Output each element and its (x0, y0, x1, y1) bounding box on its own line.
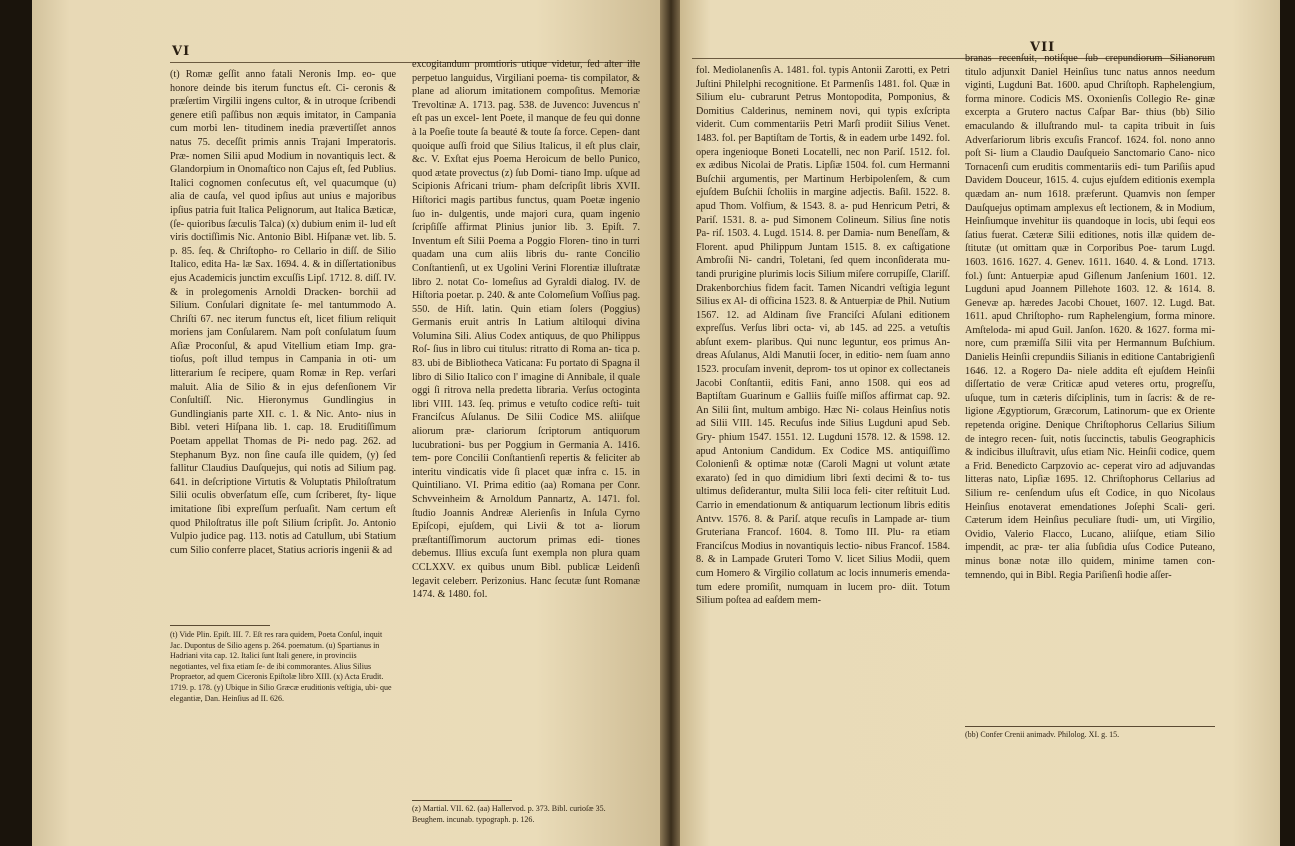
footnote-text: (bb) Confer Crenii animadv. Philolog. XI. g. 15. (965, 730, 1120, 739)
body-text: fol. Mediolanenſis A. 1481. fol. typis Antonii Zarotti, ex Petri Juſtini Philelphi recognitione. Et Parmenſis 1481. fol. Quæ in Silium elu- cubrarunt Petrus Montopodita, Pomponius, & Domitius Calderinus, neminem novi, qui typis exſcripta viderit. Cum commentariis Petri Marſi prodiit Silius Venet. 1483. fol. per Baptiſtam de Tortis, & in eadem urbe 1492. fol. opera ingenioque Boneti Locatelli, nec non Pariſ. 1512. fol. ex ædibus Nicolai de Pratis. Lipſiæ 1504. fol. cum Hermanni Buſchii argumentis, per Martinum Herbipolenſem, & cum ejuſdem Buſchii ſcholiis in margine adjectis. Baſil. 1522. 8. apud Thom. Volfium, & 1543. 8. a- pud Henricum Petri, & Pariſ. 1531. 8. a- pud Simonem Colineum. Silius ſine notis Pa- riſ. 1503. 4. Lugd. 1514. 8. per Damia- num Beneſſam, & Florent. apud Philippum Juntam 1515. 8. ex caſtigatione Ambroſii Ni- candri, Toletani, ſed quem inconſiderata mu- tandi prurigine plurimis locis Silium miſere corrupiſſe, Clariſſ. Drakenborchius fidem facit. Tamen Nicandri veſtigia legunt Silius ex Al- di officina 1523. 8. & Antuerpiæ de Phil. Nutium 1567. 12. ad Aldinam ſive Franciſci Aſulani editionem expreſſus. Verſus libri octa- vi, ab 145. ad 225. a vetuſtis abſunt exem- plaribus. Qui nunc leguntur, eos primus An- dreas Aſulanus, Aldi Manutii ſocer, in editio- nem ſuam anno 1523. procuſam invenit, deprom- tos ut opinor ex collectaneis Jacobi Conſtantii, editis Fani, anno 1508. qui eos ad Baptiſtam Guarinum e Galliis fuiſſe miſſos affirmat cap. 92. An Silii ſint, multum ambigo. Hæc Ni- colaus Heinſius notis ad Silii VIII. 145. Recuſus inde Silius Lugduni apud Seb. Gry- phium 1547. 1551. 12. Lugduni 1578. 12. & 1598. 12. apud Antonium Candidum. Ex Codice MS. antiquiſſimo Colonienſi & optimæ notæ (Caroli Magni ut volunt ætate exarato) ſed in quo dimidium libri ſexti decimi & to- tus ultimus deſiderantur, multa Silii loca feli- citer reſtituit Lud. Carrio in emendationum & antiquarum lectionum libris editis Antvv. 1576. 8. & Pariſ. atque recuſis in Lampade ar- tium Gruteriana Francof. 1604. 8. Tomo III. Plu- ra etiam Franciſcus Modius in novantiquis lectio- nibus Francof. 1584. 8. & in Lampade Gruteri Tomo V. licet Silius Modii, quem cum Homero & Virgilio collatum ac locis innumeris emenda- tum edere promiſit, numquam in lucem pro- diit. Totum Silium poſtea ad eaſdem mem- (696, 65, 950, 607)
left-page (32, 0, 662, 846)
left-page-column-1 (170, 68, 396, 618)
body-text: branas recenſuit, notiſque ſub crepundiorum Silianorum titulo adjunxit Daniel Heinſius tunc natus annos needum viginti, Lugduni Bat. 1600. apud Chriſtoph. Raphelengium, forma minore. Codicis MS. Oxonienſis Collegio Re- ginæ excerpta a Grutero nactus Caſpar Bar- thius (bb) Silio emaculando & illuſtrando mul- ta capita tribuit in ſuis Adverſariorum libris excuſis Francof. 1624. fol. nono anno poſt Si- lium a Claudio Dauſqueio Sanctomario Cano- nico Tornacenſi cum eruditis commentariis edi- tum Pariſiis apud Davidem Douceur, 1615. 4. cujus ejuſdem editionis exempla quædam an- num 1618. præferunt. Quamvis non ſemper Dauſquejus optimam amplexus eſt lectionem, & in Modium, Heinſiumque invehitur iis quandoque in locis, ubi ſequi eos ſatius fuerat. Cæteræ Silii editiones, notis illæ quidem de- ſtitutæ (ut omittam quæ in Corporibus Poe- tarum Lugd. 1603. 1616. 1627. 4. Genev. 1611. 1640. 4. & Lond. 1713. fol.) ſunt: Antuerpiæ apud Giſlenum Janſenium 1601. 12. Lugduni apud Joannem Pillehote 1603. 12. & 1614. 8. Genevæ ap. hæredes Jacobi Chouet, 1607. 12. Lugd. Bat. 1611. apud Chriſtopho- rum Raphelengium, forma minore. Amſteloda- mi apud Guil. Janſon. 1620. & 1627. forma mi- nore, cum præmiſſa Silii vita per Hermannum Buſchium. Danielis Heinſii crepundiis Silianis in editione Cantabrigienſi 1646. 12. a Rogero Da- niele addita eſt ejuſdem Heinſii diſſertatio de veræ Criticæ apud veteres ortu, progreſſu, uſuque, tum in cæteris diſciplinis, tum in ſacris: & de re- ligione Ægyptiorum, Græcorum, Latinorum- que ex Oriente repetenda origine. Denique Chriſtophorus Cellarius Silium de integro recen- ſuit, notis ſuccinctis, tabulis Geographicis & indicibus illuſtravit, uſus etiam Nic. Heinſii codice, quem a Frid. Benedicto Carpzovio ac- ceperat viro ad adjuvandas litteras nato, Lipſiæ 1695. 12. Chriſtophorus Cellarius ad Silium re- cenſendum uſus eſt Codice, in quo Nicolaus Heinſius enotaverat emendationes Joſephi Scali- geri. Cæterum idem Heinſius peculiare ſtudi- um, uti Virgilio, Ovidio, Valerio Flacco, Lucano, aliiſque, etiam Silio impendit, ac præ- ter alia ſubſidia uſus Codice Puteano, minus bonæ notæ illo quidem, minime tamen con- temnendo, qui in Bibl. Regia Pariſienſi hodie aſſer- (965, 53, 1215, 581)
footnote-rule (965, 726, 1215, 727)
right-page-column-1 (696, 64, 950, 834)
folio-left: VI (172, 44, 191, 59)
right-page-column-2-footnotes (965, 730, 1215, 750)
footnote-text: (z) Martial. VII. 62. (aa) Hallervod. p. 373. Bibl. curioſæ 35. Beughem. incunab. typograph. p. 126. (412, 804, 606, 824)
footnote-text: (t) Vide Plin. Epiſt. III. 7. Eſt res rara quidem, Poeta Conſul, inquit Jac. Dupontus de Silio agens p. 264. poematum. (u) Spartianus in Hadriani vita cap. 12. Italici ſunt Itali genere, in provinciis negotiantes, vel fixa etiam ſe- de ibi commorantes. Alius Silius Propraetor, ad quem Ciceronis Epiſtolæ libro XIII. (x) Acta Erudit. 1719. p. 178. (y) Ubique in Silio Græcæ eruditionis veſtigia, ubi- que elegantiæ, Dan. Heinſius ad II. 626. (170, 630, 392, 703)
body-text: excogitandum promtioris utique videtur, ſed alter ille perpetuo languidus, Virgiliani poema- tis compilator, & plane ad aliorum imitationem compoſitus. Memoriæ Trevoltinæ A. 1713. pag. 538. de Juvenco: Juvencus n' eſt pas un excel- lent Poete, il manque de feu qui donne à la Poeſie toute ſa beauté & toute ſa force. Cepen- dant quoique auſſi froid que Silius Italicus, il eſt plus clair, &c. V. Exſtat ejus Poema Heroicum de bello Punico, quod ætate provectus (z) ſub Domi- tiano Imp. uſque ad Scipionis Africani trium- pham deſcripſit libris XVII. Hiſtorici magis partibus functus, quam Poetæ ingenio ſuo in- dulgentis, unde majori cura, quam ingenio ſcripſiſſe affirmat Plinius junior lib. 3. Epiſt. 7. Inventum eſt Silii Poema a Poggio Floren- tino in turri quadam una cum aliis libris du- rante Concilio Conſtantienſi, ut ex Ugolini Verini Florentiæ illuſtratæ libro 2. notat Co- lomeſius ad Gyraldi dialog. IV. de Hiſtoria poetar. p. 240. & ante Colomeſium Voſſius pag. 550. de Hiſt. latin. Quin etiam ſolers (Poggius) Germanis eruit antris In Latium altiloqui divina Volumina Sili. Alius Codex antiquus, de quo Philippus Roſ- ſius in libro cui titulus: ritratto di Roma an- tica p. 83. ubi de Bibliotheca Vaticana: Fu portato di Spagna il libro di Silio Italico con l' imagine di Annibale, il quale oggi ſi ritrova nella predetta libraria. Verſus octoginta libri VIII. 143. ſeq. primus e vetuſto codice reſti- tuit Franciſcus Aſulanus. De Silii Codice MS. aliiſque aliorum præ- clariorum ſcriptorum antiquorum lucubrationi- bus per Poggium in Germania A. 1416. tem- pore Concilii Conſtantienſi repertis & feliciter ab interitu vindicatis vide ſi placet quæ infra c. 15. in Quintiliano. VI. Prima editio (aa) Romana per Conr. Schvveinheim & Arnoldum Pannartz, A. 1471. fol. ſtudio Joannis Andreæ Alerienſis in Inſula Cyrno Epiſcopi, ejuſdem, qui Livii & tot a- liorum præſtantiſſimorum auctorum primas edi- tiones debemus. Illius excuſa ſunt exempla non plura quam CCLXXV. ex quibus unum Bibl. publicæ Leidenſi legavit celeberr. Perizonius. Hanc ſecutæ ſunt Romanæ 1474. & 1480. fol. (412, 59, 640, 601)
right-page (680, 0, 1280, 846)
left-page-column-2-footnotes (412, 804, 640, 834)
right-page-column-2 (965, 52, 1215, 724)
footnote-rule (412, 800, 512, 801)
footnote-rule (170, 625, 270, 626)
left-page-column-2 (412, 58, 640, 798)
body-text: (t) Romæ geſſit anno fatali Neronis Imp. eo- que honore deinde bis iterum functus eſt. Ci- ceronis & præſertim Virgilii ingens cultor, & in utroque ſcribendi genere etiſi paſſibus non æquis imitator, in Campania cum morbi len- titudinem inedia prævertiſſet annos natus 75. deceſſit primis annis Trajani Imperatoris. Præ- nomen Silii apud Modium in novantiquis lect. & Glandorpium in Onomaſtico non Cajus eſt, ſed Publius. Italici cognomen conſecutus eſt, vel quacumque (u) alia de cauſa, vel quod ipſius aut unius e majoribus ipſius patria fuit Italica Pelignorum, aut Italica Bæticæ, (ſe- quioribus ſæculis Talca) (x) dubium enim il- lud eſt viris doctiſſimis Nic. Antonio Bibl. Hiſpanæ vet. lib. 5. p. 85. ſeq. & Chriſtopho- ro Cellario in diſſ. de Silio Italico, edita Ha- læ Sax. 1694. 4. & in diſſertationibus ejus Academicis junctim excuſſis Lipſ. 1712. 8. diſſ. IV. & in prolegomenis Arnoldi Dracken- borchii ad Silium. Conſulari dignitate ſe- mel tantummodo A. Chriſti 67. nec iterum functus eſt, licet filium reliquit moriens jam Conſularem. Nam poſt conſulatum ſuum Aſiæ Proconſul, & apud Vitellium etiam Imp. gra- tioſus, poſt illud tempus in Campania in oti- um litterarium ſe recipere, quam Romæ in Rep. verſari maluit. Alia de Silio & in ejus defenſionem Vir Conſultiſſ. Nic. Hieronymus Gundlingius in Gundlingianis parte XII. c. 1. & Nic. Anto- nius in Bibl. veteri Hiſpana lib. 1. cap. 18. Eruditiſſimum Poetam appellat Thomas de Pi- nedo pag. 262. ad Stephanum Byz. non ſine cauſa ille quidem, (y) ſed fallitur Claudius Dauſquejus, qui notis ad Silium pag. 641. in deſcriptione Virtutis & Voluptatis Philoſtratum Silii oculis obverſatum eſſe, cum ſcriberet, ſty- lique imitatione ſibi expreſſum perſuaſit. Nam certum eſt quod Philoſtratus ille poſt Silium ſcripſit. Jo. Antonio Vulpio judice pag. 113. notis ad Catullum, ubi Statium cum Silio conferre placet, Statius acrioris ingenii & ad (170, 69, 396, 556)
folio-right: VII (1030, 40, 1056, 55)
left-page-column-1-footnotes (170, 630, 396, 730)
book-gutter (660, 0, 682, 846)
